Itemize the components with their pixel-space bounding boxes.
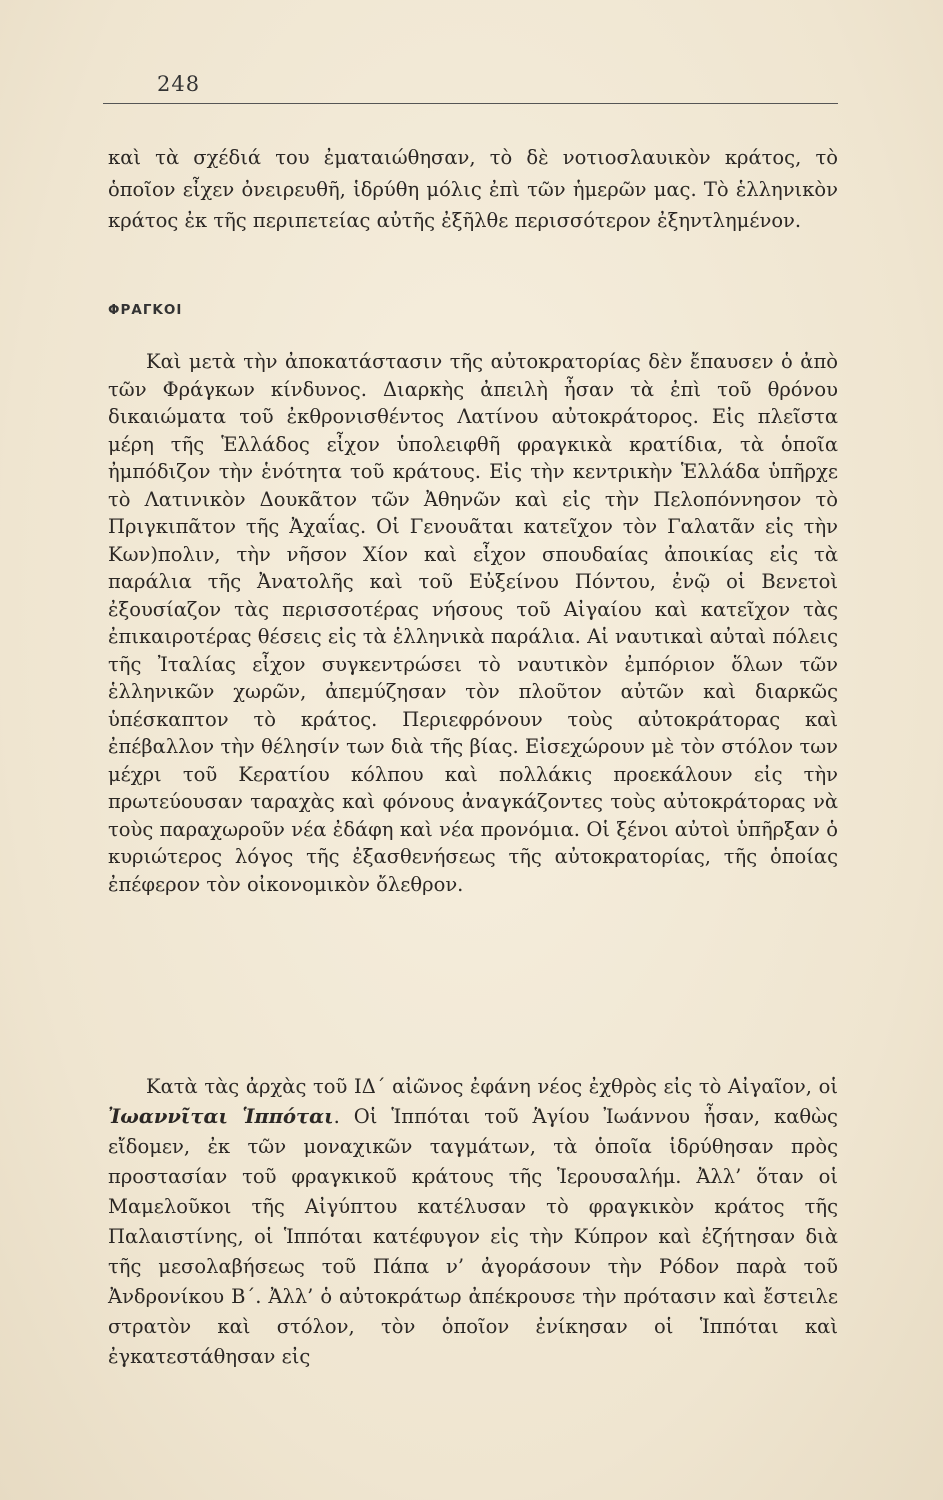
page-number: 248 <box>157 72 201 96</box>
hospitallers-text-part1: Κατὰ τὰς ἀρχὰς τοῦ ΙΔ΄ αἰῶνος ἐφάνη νέος ἐχθρὸς εἰς τὸ Αἰγαῖον, οἱ <box>146 1075 838 1098</box>
section-heading: ΦΡΑΓΚΟΙ <box>108 302 183 318</box>
hospitallers-text <box>108 1072 838 1372</box>
hospitallers-emphasis: Ἰωαννῖται Ἱππόται <box>108 1105 334 1128</box>
hospitallers-paragraph <box>108 1072 838 1372</box>
frankish-paragraph <box>108 348 838 898</box>
hospitallers-text-part2: . Οἱ Ἱππόται τοῦ Ἁγίου Ἰωάννου ἦσαν, καθὼς εἴδομεν, ἐκ τῶν μοναχικῶν ταγμάτων, τὰ ὁποῖα ἱδρύθησαν πρὸς προστασίαν τοῦ φραγκικοῦ κράτους τῆς Ἱερουσαλήμ. Ἀλλ’ ὅταν οἱ Μαμελοῦκοι τῆς Αἰγύπτου κατέλυσαν τὸ φραγκικὸν κράτος τῆς Παλαιστίνης, οἱ Ἱππόται κατέφυγον εἰς τὴν Κύπρον καὶ ἐζήτησαν διὰ τῆς μεσολαβήσεως τοῦ Πάπα ν’ ἀγοράσουν τὴν Ρόδον παρὰ τοῦ Ἀνδρονίκου Β΄. Ἀλλ’ ὁ αὐτοκράτωρ ἀπέκρουσε τὴν πρότασιν καὶ ἔστειλε στρατὸν καὶ στόλον, τὸν ὁποῖον ἐνίκησαν οἱ Ἱππόται καὶ ἐγκατεστάθησαν εἰς <box>108 1105 838 1368</box>
frankish-text: Καὶ μετὰ τὴν ἀποκατάστασιν τῆς αὐτοκρατορίας δὲν ἔπαυσεν ὁ ἀπὸ τῶν Φράγκων κίνδυνος. Διαρκὴς ἀπειλὴ ἦσαν τὰ ἐπὶ τοῦ θρόνου δικαιώματα τοῦ ἐκθρονισθέντος Λατίνου αὐτοκράτορος. Εἰς πλεῖστα μέρη τῆς Ἑλλάδος εἶχον ὑπολειφθῆ φραγκικὰ κρατίδια, τὰ ὁποῖα ἠμπόδιζον τὴν ἑνότητα τοῦ κράτους. Εἰς τὴν κεντρικὴν Ἑλλάδα ὑπῆρχε τὸ Λατινικὸν Δουκᾶτον τῶν Ἀθηνῶν καὶ εἰς τὴν Πελοπόννησον τὸ Πριγκιπᾶτον τῆς Ἀχαΐας. Οἱ Γενουᾶται κατεῖχον τὸν Γαλατᾶν εἰς τὴν Κων)πολιν, τὴν νῆσον Χίον καὶ εἶχον σπουδαίας ἀποικίας εἰς τὰ παράλια τῆς Ἀνατολῆς καὶ τοῦ Εὐξείνου Πόντου, ἐνῷ οἱ Βενετοὶ ἐξουσίαζον τὰς περισσοτέρας νήσους τοῦ Αἰγαίου καὶ κατεῖχον τὰς ἐπικαιροτέρας θέσεις εἰς τὰ ἑλληνικὰ παράλια. Αἱ ναυτικαὶ αὐταὶ πόλεις τῆς Ἰταλίας εἶχον συγκεντρώσει τὸ ναυτικὸν ἐμπόριον ὅλων τῶν ἑλληνικῶν χωρῶν, ἀπεμύζησαν τὸν πλοῦτον αὐτῶν καὶ διαρκῶς ὑπέσκαπτον τὸ κράτος. Περιεφρόνουν τοὺς αὐτοκράτορας καὶ ἐπέβαλλον τὴν θέλησίν των διὰ τῆς βίας. Εἰσεχώρουν μὲ τὸν στόλον των μέχρι τοῦ Κερατίου κόλπου καὶ πολλάκις προεκάλουν εἰς τὴν πρωτεύουσαν ταραχὰς καὶ φόνους ἀναγκάζοντες τοὺς αὐτοκράτορας νὰ τοὺς παραχωροῦν νέα ἐδάφη καὶ νέα προνόμια. Οἱ ξένοι αὐτοὶ ὑπῆρξαν ὁ κυριώτερος λόγος τῆς ἐξασθενήσεως τῆς αὐτοκρατορίας, τῆς ὁποίας ἐπέφερον τὸν οἰκονομικὸν ὄλεθρον. <box>108 350 838 896</box>
header-rule <box>103 103 838 104</box>
intro-text: καὶ τὰ σχέδιά του ἐματαιώθησαν, τὸ δὲ νοτιοσλαυικὸν κράτος, τὸ ὁποῖον εἶχεν ὀνειρευθῆ, ἱδρύθη μόλις ἐπὶ τῶν ἡμερῶν μας. Τὸ ἑλληνικὸν κράτος ἐκ τῆς περιπετείας αὐτῆς ἐξῆλθε περισσότερον ἐξηντλημένον. <box>108 146 838 232</box>
intro-paragraph <box>108 142 838 237</box>
